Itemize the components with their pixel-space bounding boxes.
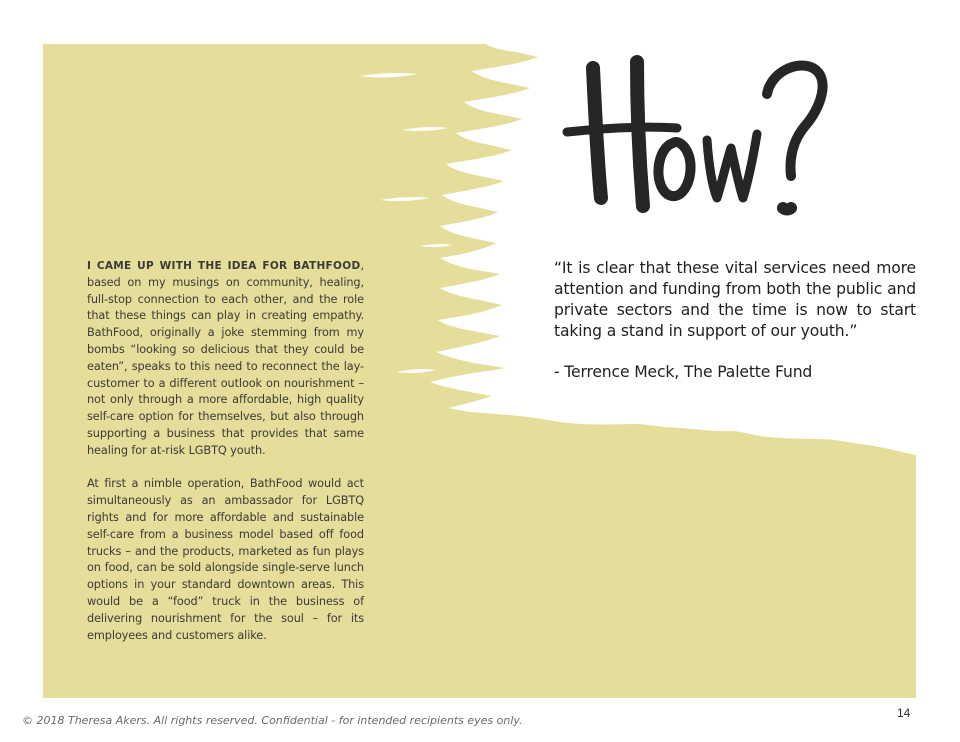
second-paragraph: At first a nimble operation, BathFood would act simultaneously as an ambassador for LGBTQ rights and for more affordable and sustainable self-care from a business model based off food trucks – and the products, marketed as fun plays on food, can be sold alongside single-serve lunch options in your standard downtown areas. This would be a “food” truck in the business of delivering nourishment for the soul – for its employees and customers alike.	[87, 477, 364, 642]
lead-in-text: I CAME UP WITH THE IDEA FOR BATHFOOD	[87, 260, 361, 272]
intro-paragraph-text: , based on my musings on community, healing, full-stop connection to each other, and the role that these things can play in creating empathy. BathFood, originally a joke stemming from my bombs “looking so delicious that they could be eaten”, speaks to this need to reconnect the lay-customer to a different outlook on nourishment – not only through a more affordable, high quality self-care option for themselves, but also through supporting a business that provides that same healing for at-risk LGBTQ youth.	[87, 259, 364, 457]
heading-how	[545, 48, 845, 248]
intro-paragraph	[87, 258, 364, 460]
quote-block	[554, 258, 916, 383]
page-number: 14	[897, 706, 911, 720]
quote-attribution: - Terrence Meck, The Palette Fund	[554, 363, 813, 381]
quote-text: “It is clear that these vital services need more attention and funding from both the public and private sectors and the time is now to start taking a stand in support of our youth.”	[554, 259, 916, 340]
left-column-body	[87, 258, 364, 661]
copyright-notice: © 2018 Theresa Akers. All rights reserved. Confidential - for intended recipients eyes only.	[22, 714, 523, 727]
